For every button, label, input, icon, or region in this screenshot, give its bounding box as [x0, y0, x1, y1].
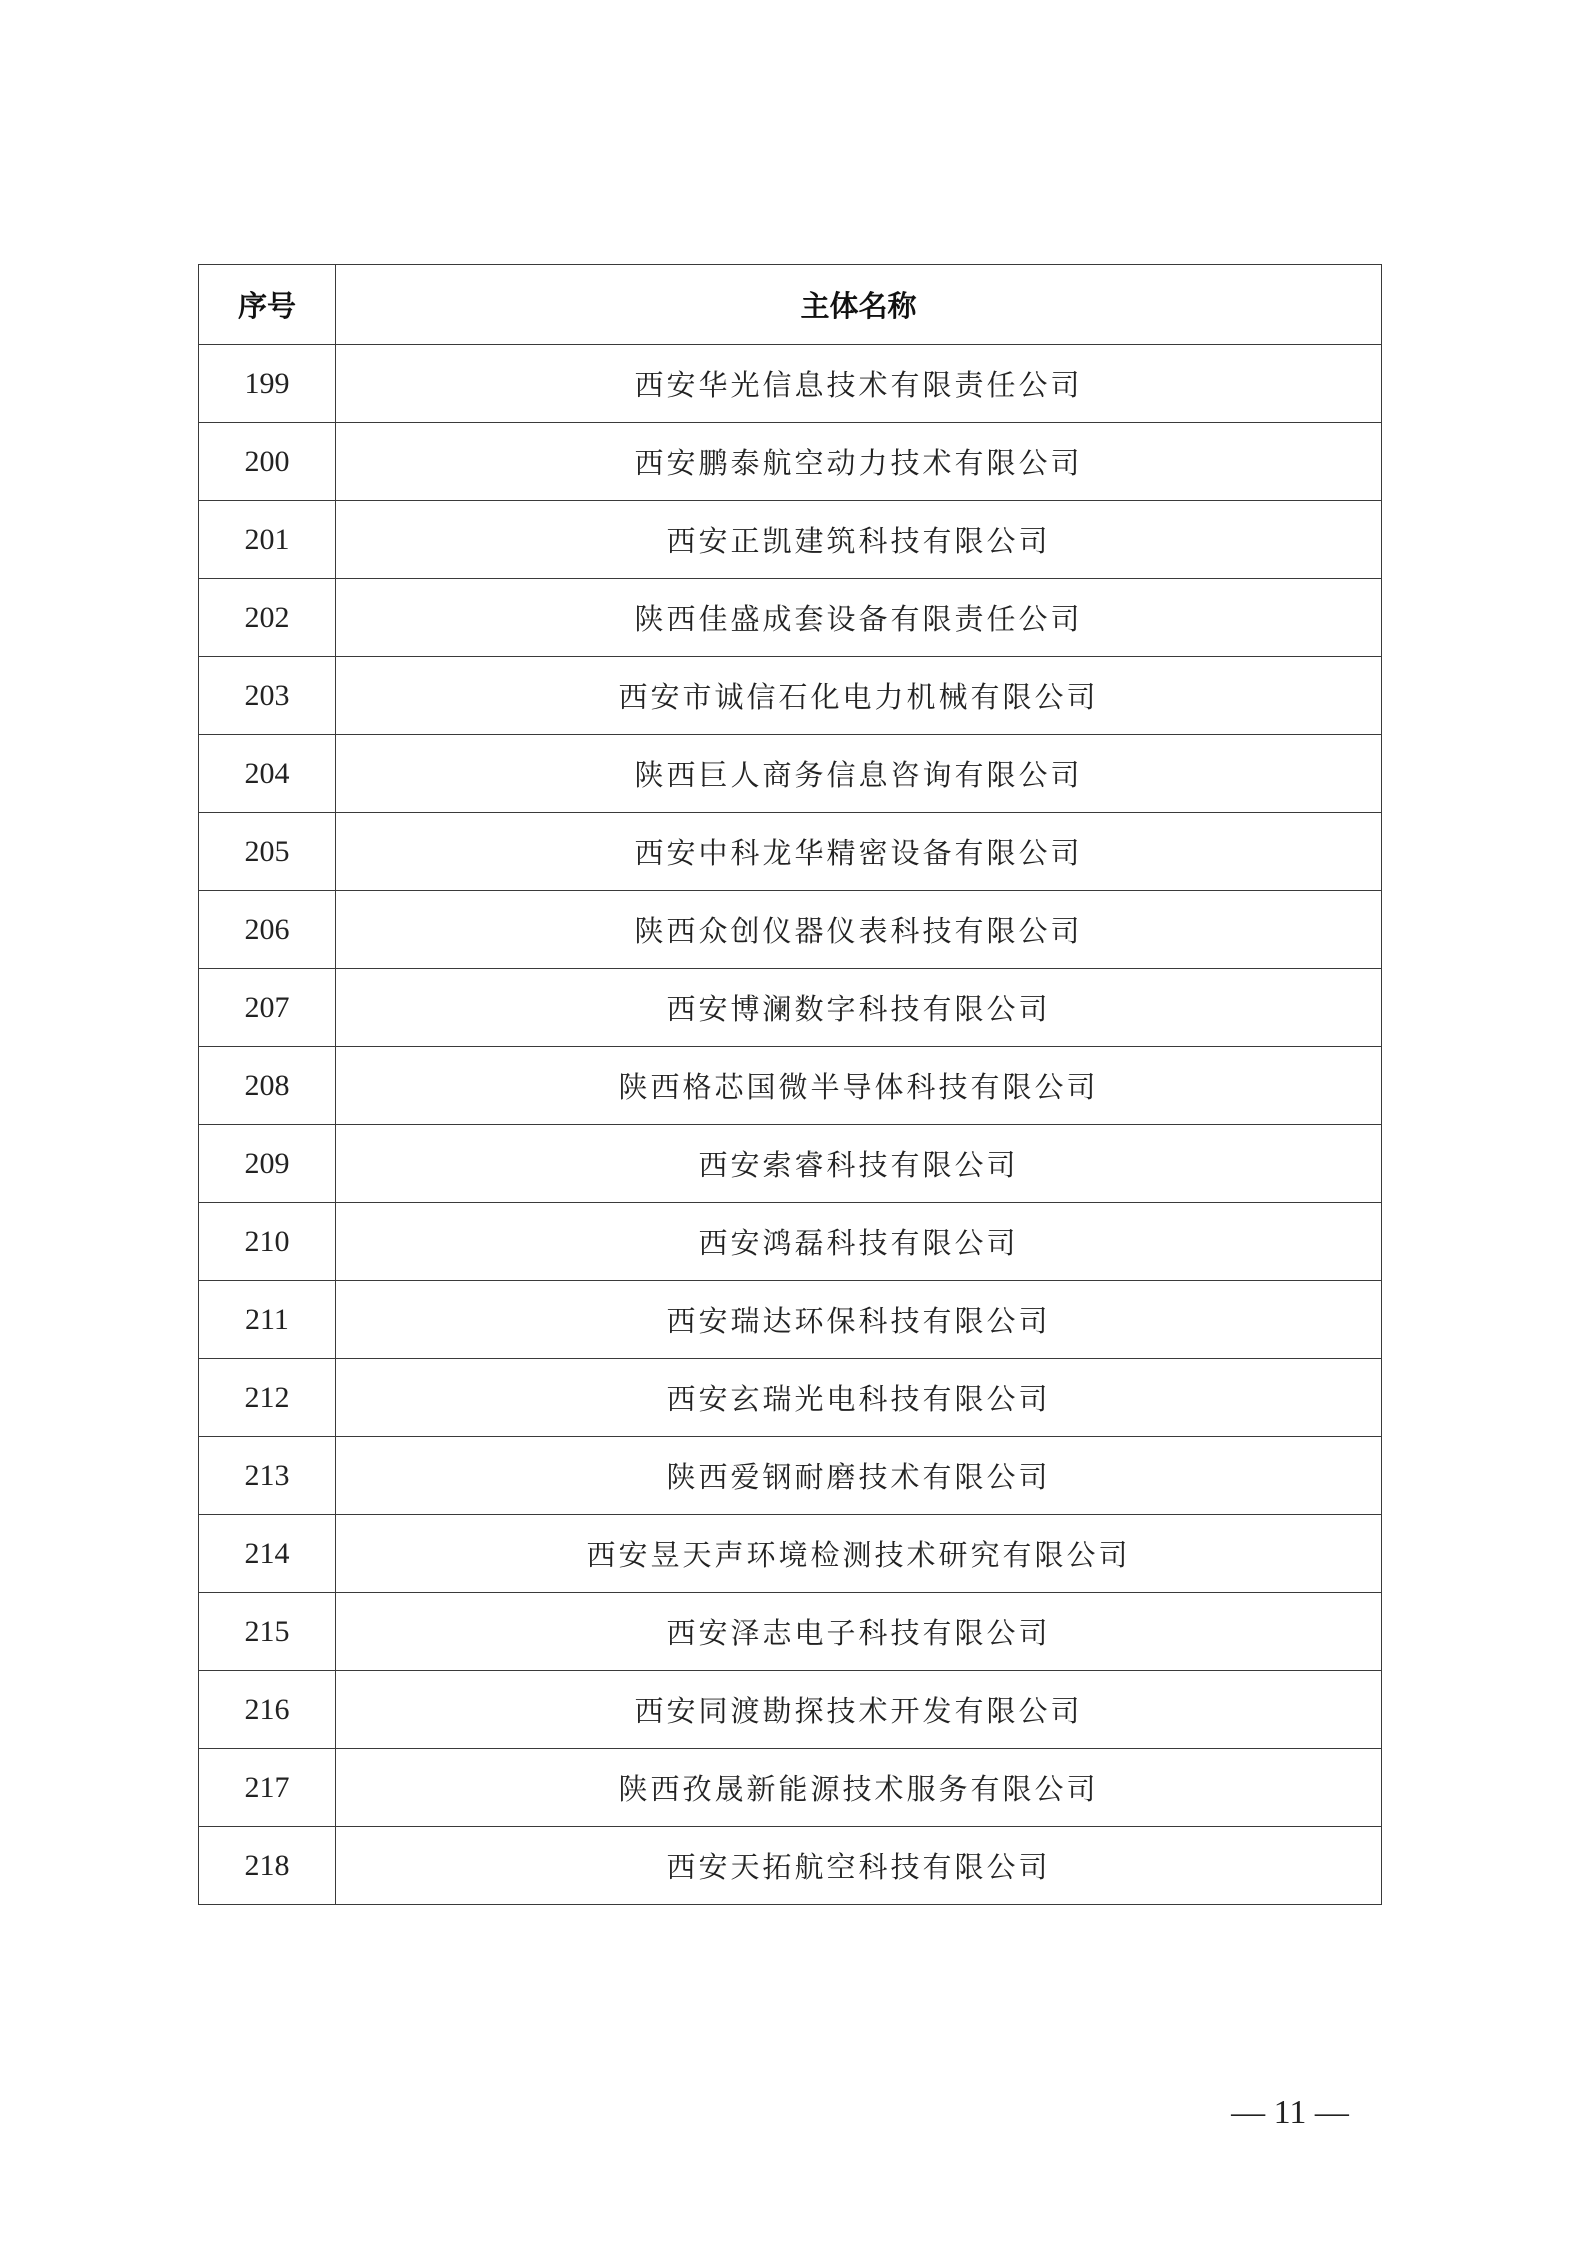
serial-number-cell: 212 — [199, 1359, 336, 1437]
serial-number-cell: 205 — [199, 813, 336, 891]
table-row — [199, 1437, 1382, 1515]
serial-number-cell: 215 — [199, 1593, 336, 1671]
table-row — [199, 423, 1382, 501]
serial-number-cell: 214 — [199, 1515, 336, 1593]
serial-number-cell: 209 — [199, 1125, 336, 1203]
serial-number-cell: 211 — [199, 1281, 336, 1359]
entity-table — [198, 264, 1382, 1905]
serial-number-cell: 213 — [199, 1437, 336, 1515]
column-header-entity-name: 主体名称 — [336, 265, 1382, 345]
entity-name-cell: 西安华光信息技术有限责任公司 — [336, 345, 1382, 423]
table-row — [199, 813, 1382, 891]
serial-number-cell: 202 — [199, 579, 336, 657]
page-number: — 11 — — [1231, 2094, 1349, 2131]
table-row — [199, 657, 1382, 735]
entity-name-cell: 西安天拓航空科技有限公司 — [336, 1827, 1382, 1905]
table-row — [199, 735, 1382, 813]
serial-number-cell: 206 — [199, 891, 336, 969]
serial-number-cell: 200 — [199, 423, 336, 501]
table-row — [199, 501, 1382, 579]
serial-number-cell: 199 — [199, 345, 336, 423]
entity-name-cell: 西安鸿磊科技有限公司 — [336, 1203, 1382, 1281]
table-row — [199, 579, 1382, 657]
table-row — [199, 1281, 1382, 1359]
entity-name-cell: 陕西巨人商务信息咨询有限公司 — [336, 735, 1382, 813]
table-row — [199, 345, 1382, 423]
table-row — [199, 891, 1382, 969]
entity-name-cell: 西安同渡勘探技术开发有限公司 — [336, 1671, 1382, 1749]
entity-name-cell: 陕西孜晟新能源技术服务有限公司 — [336, 1749, 1382, 1827]
serial-number-cell: 203 — [199, 657, 336, 735]
table-row — [199, 1203, 1382, 1281]
table-row — [199, 1359, 1382, 1437]
entity-name-cell: 陕西众创仪器仪表科技有限公司 — [336, 891, 1382, 969]
serial-number-cell: 201 — [199, 501, 336, 579]
table-row — [199, 1515, 1382, 1593]
entity-name-cell: 西安市诚信石化电力机械有限公司 — [336, 657, 1382, 735]
serial-number-cell: 216 — [199, 1671, 336, 1749]
entity-name-cell: 西安索睿科技有限公司 — [336, 1125, 1382, 1203]
entity-name-cell: 西安昱天声环境检测技术研究有限公司 — [336, 1515, 1382, 1593]
column-header-serial: 序号 — [199, 265, 336, 345]
table-row — [199, 1827, 1382, 1905]
entity-name-cell: 陕西佳盛成套设备有限责任公司 — [336, 579, 1382, 657]
entity-name-cell: 西安中科龙华精密设备有限公司 — [336, 813, 1382, 891]
serial-number-cell: 204 — [199, 735, 336, 813]
entity-name-cell: 西安鹏泰航空动力技术有限公司 — [336, 423, 1382, 501]
serial-number-cell: 218 — [199, 1827, 336, 1905]
entity-name-cell: 西安瑞达环保科技有限公司 — [336, 1281, 1382, 1359]
table-row — [199, 1125, 1382, 1203]
table-row — [199, 969, 1382, 1047]
table-row — [199, 1047, 1382, 1125]
table-row — [199, 1593, 1382, 1671]
entity-name-cell: 西安泽志电子科技有限公司 — [336, 1593, 1382, 1671]
serial-number-cell: 217 — [199, 1749, 336, 1827]
table-header-row — [199, 265, 1382, 345]
table-row — [199, 1671, 1382, 1749]
serial-number-cell: 208 — [199, 1047, 336, 1125]
serial-number-cell: 207 — [199, 969, 336, 1047]
table-body — [199, 345, 1382, 1905]
serial-number-cell: 210 — [199, 1203, 336, 1281]
entity-name-cell: 西安正凯建筑科技有限公司 — [336, 501, 1382, 579]
entity-name-cell: 陕西爱钢耐磨技术有限公司 — [336, 1437, 1382, 1515]
table-row — [199, 1749, 1382, 1827]
entity-name-cell: 西安玄瑞光电科技有限公司 — [336, 1359, 1382, 1437]
entity-name-cell: 西安博澜数字科技有限公司 — [336, 969, 1382, 1047]
entity-name-cell: 陕西格芯国微半导体科技有限公司 — [336, 1047, 1382, 1125]
